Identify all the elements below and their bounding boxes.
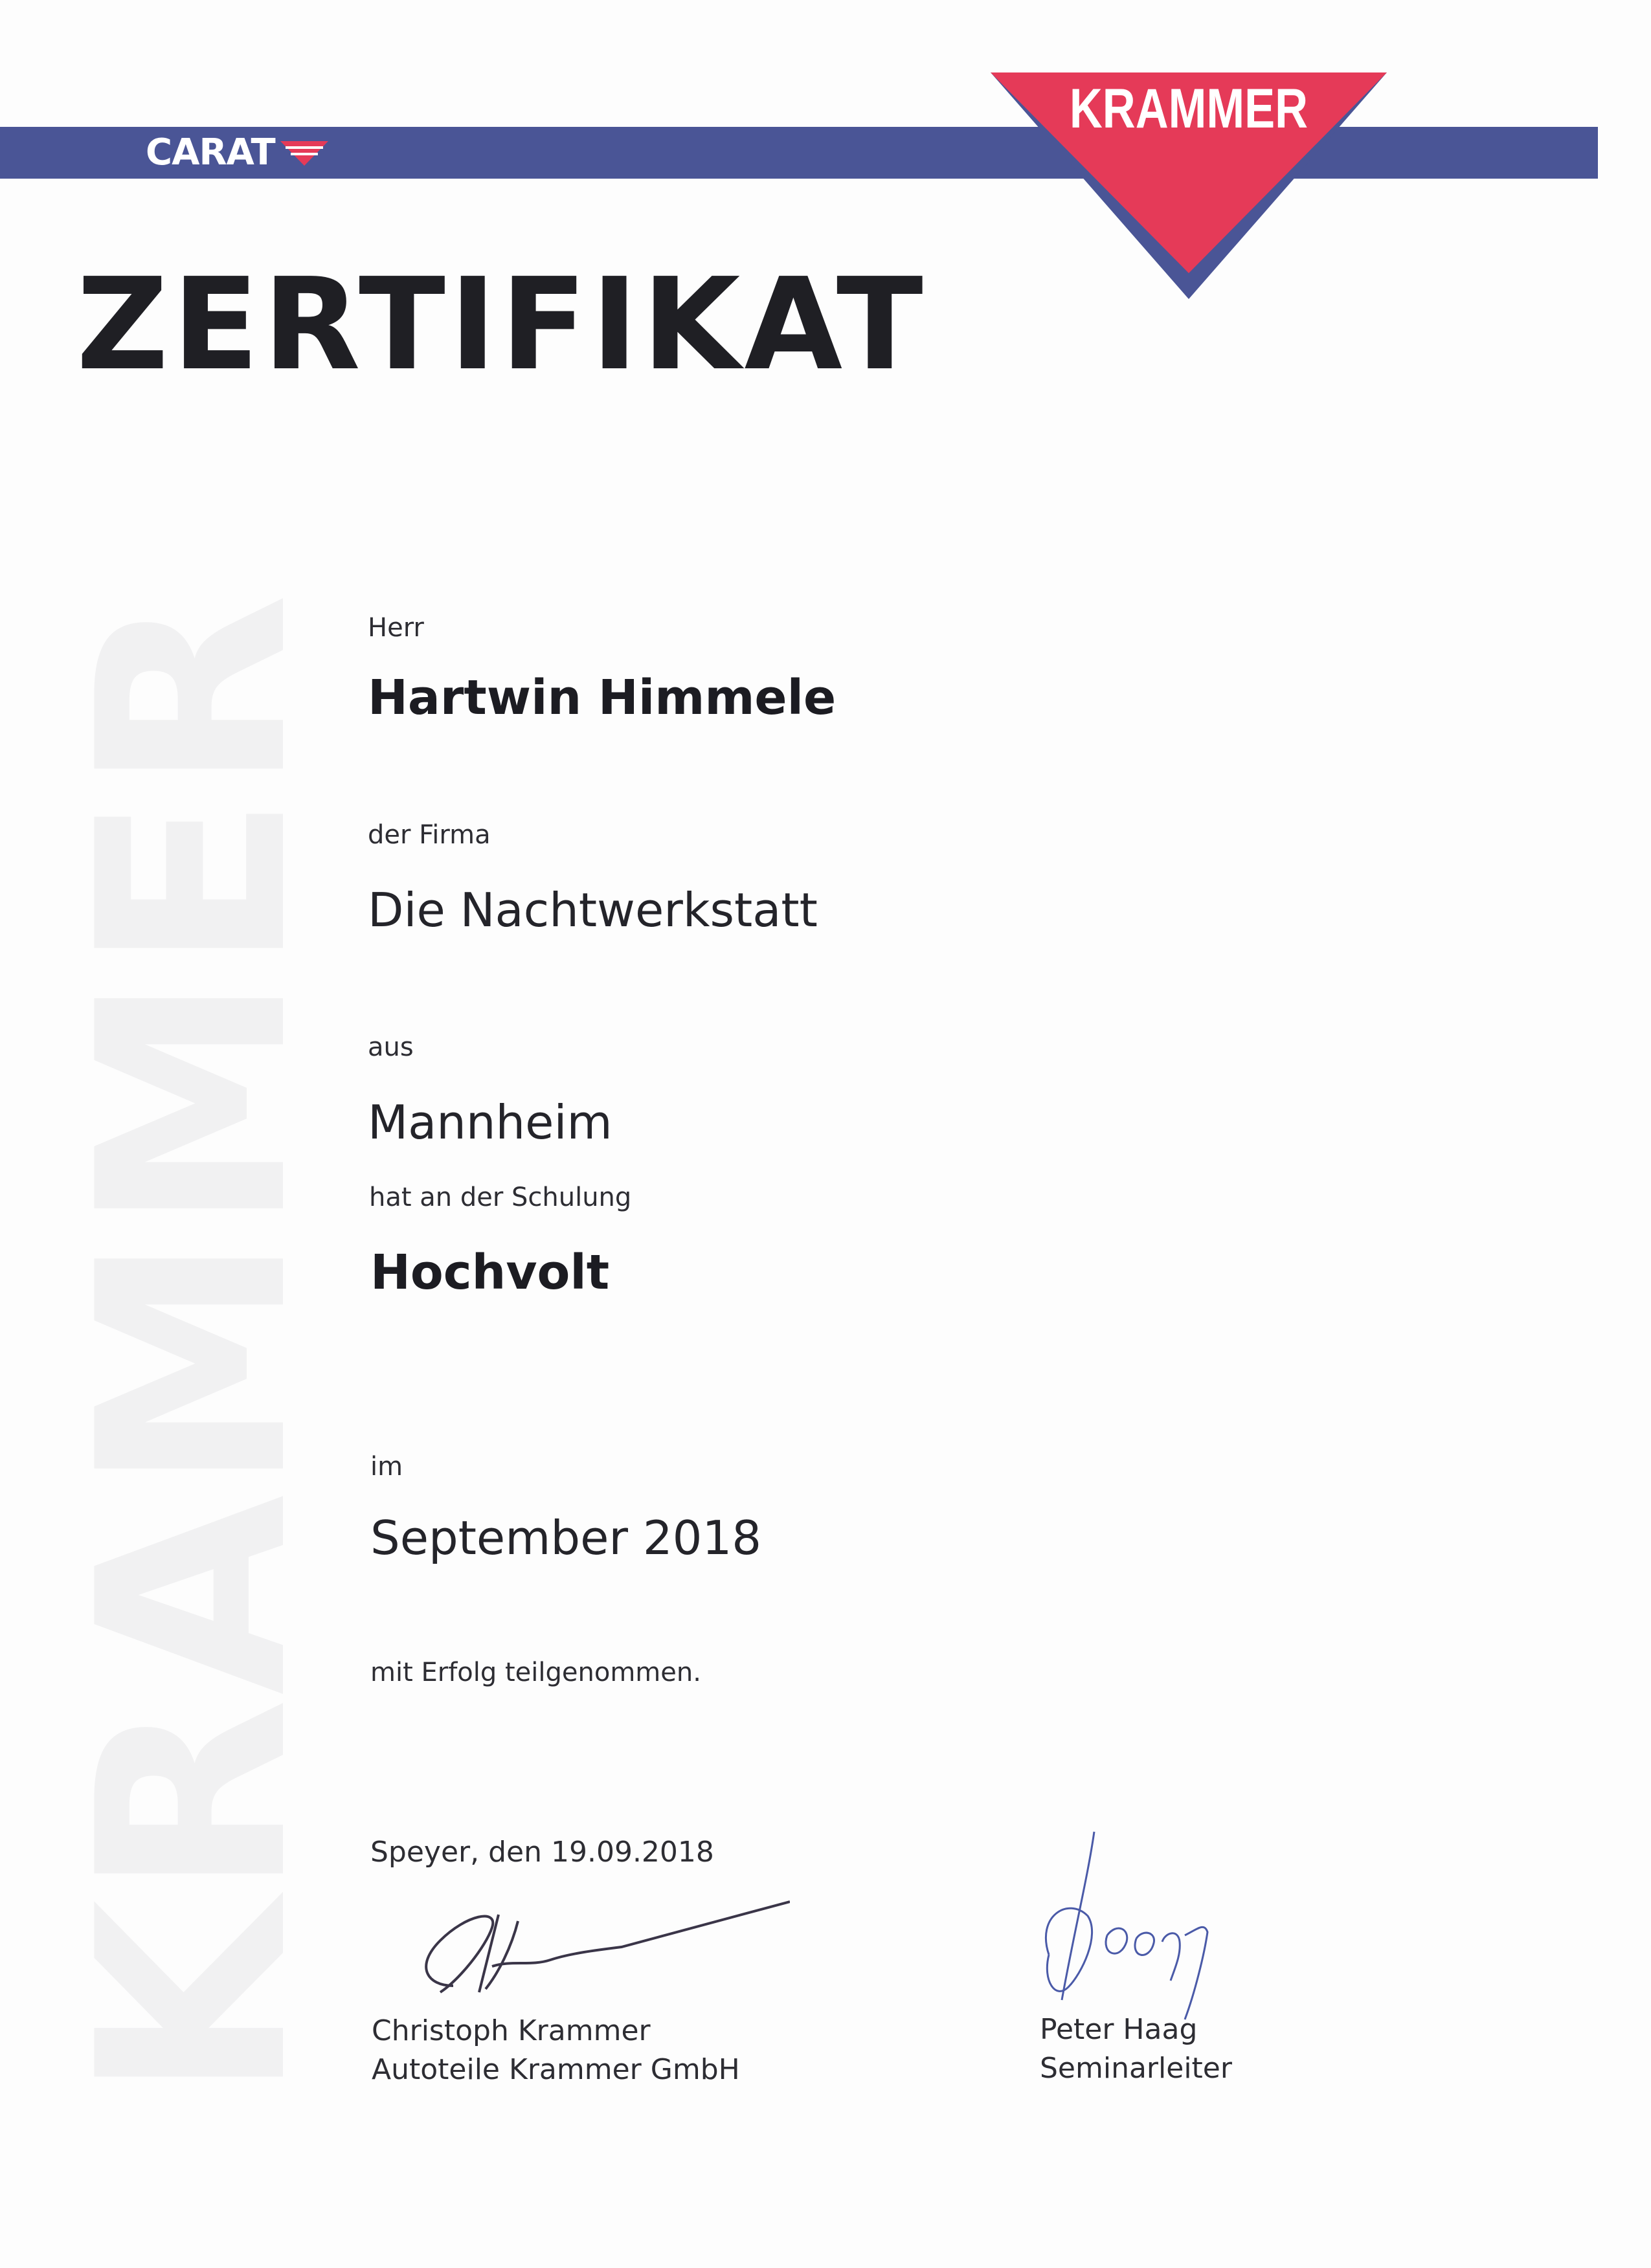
recipient-name: Hartwin Himmele [368, 670, 837, 726]
signature-haag [1010, 1825, 1217, 2032]
place-date: Speyer, den 19.09.2018 [370, 1836, 714, 1869]
company-name: Die Nachtwerkstatt [368, 883, 818, 937]
course-label: hat an der Schulung [369, 1183, 632, 1212]
signature-krammer [401, 1889, 790, 2005]
course-date: September 2018 [370, 1511, 762, 1565]
signer2-name: Peter Haag [1040, 2013, 1198, 2046]
carat-logo-text: CARAT [146, 131, 275, 173]
company-label: der Firma [368, 820, 491, 850]
city-label: aus [368, 1032, 414, 1062]
date-label: im [370, 1452, 403, 1482]
salutation: Herr [368, 613, 424, 643]
carat-logo [146, 133, 330, 172]
city-name: Mannheim [368, 1095, 612, 1150]
signer1-role: Autoteile Krammer GmbH [372, 2053, 740, 2086]
closing-text: mit Erfolg teilgenommen. [370, 1658, 701, 1687]
signer2-role: Seminarleiter [1040, 2052, 1232, 2085]
krammer-logo-text: KRAMMER [1069, 78, 1308, 140]
watermark: KRAMMER [43, 590, 344, 2100]
page-title: ZERTIFIKAT [76, 251, 927, 399]
signer1-name: Christoph Krammer [372, 2014, 651, 2047]
carat-triangle-icon [279, 139, 330, 167]
course-name: Hochvolt [370, 1245, 610, 1300]
